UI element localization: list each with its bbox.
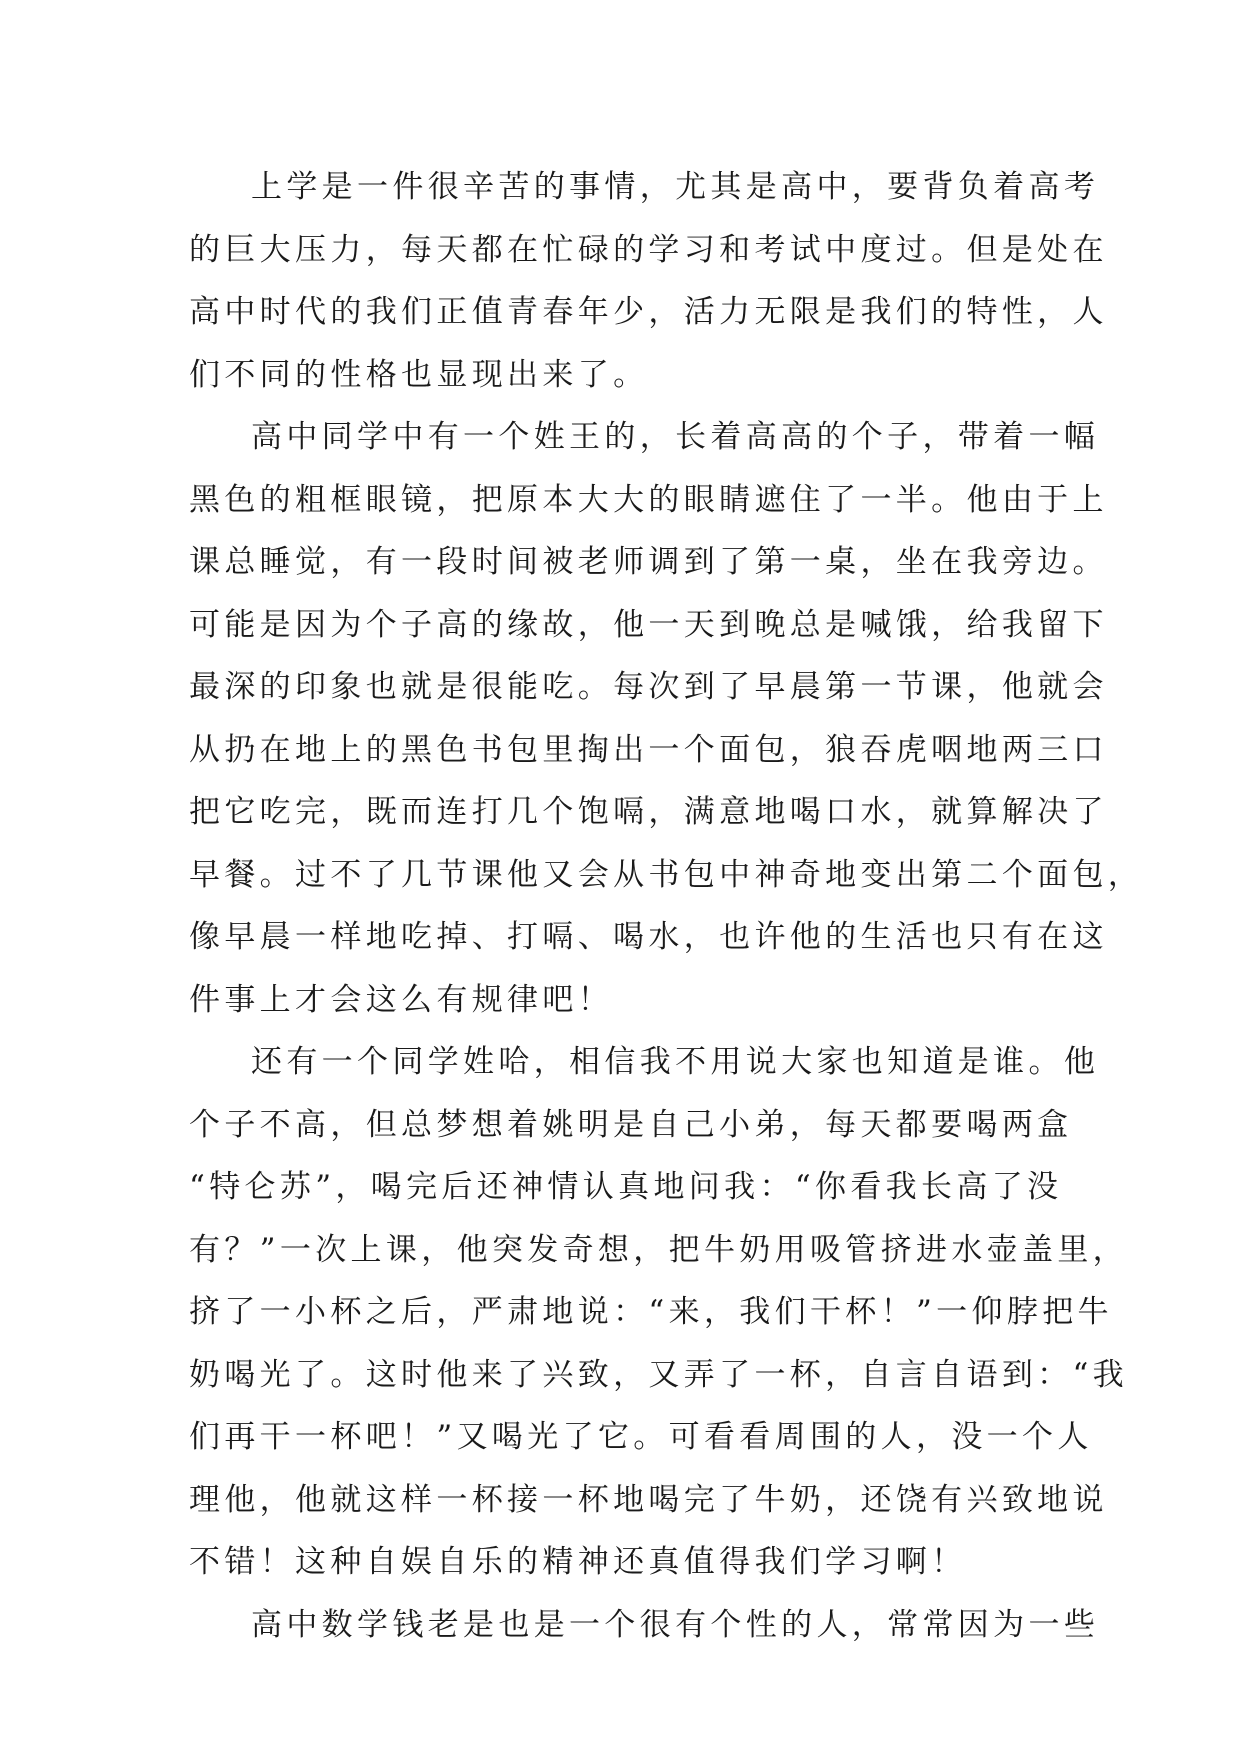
text-line: 把它吃完，既而连打几个饱嗝，满意地喝口水，就算解决了 — [189, 794, 1108, 830]
text-line: 高中数学钱老是也是一个很有个性的人，常常因为一些 — [251, 1606, 1100, 1643]
document-body — [189, 156, 1144, 1656]
text-line: 个子不高，但总梦想着姚明是自己小弟，每天都要喝两盒 — [189, 1106, 1073, 1143]
paragraph-2 — [189, 406, 1144, 1031]
text-line: 上学是一件很辛苦的事情，尤其是高中，要背负着高考 — [251, 169, 1100, 205]
text-line: 高中同学中有一个姓王的，长着高高的个子，带着一幅 — [251, 419, 1100, 455]
text-line: 早餐。过不了几节课他又会从书包中神奇地变出第二个面包， — [189, 856, 1144, 893]
text-line: 高中时代的我们正值青春年少，活力无限是我们的特性，人 — [189, 294, 1108, 330]
paragraph-3 — [189, 1031, 1129, 1594]
text-line: 从扔在地上的黑色书包里掏出一个面包，狼吞虎咽地两三口 — [189, 731, 1108, 768]
text-line: 理他，他就这样一杯接一杯地喝完了牛奶，还饶有兴致地说 — [189, 1481, 1108, 1518]
text-line: 有？”一次上课，他突发奇想，把牛奶用吸管挤进水壶盖里， — [189, 1231, 1129, 1268]
text-line: 的巨大压力，每天都在忙碌的学习和考试中度过。但是处在 — [189, 231, 1108, 268]
text-line: 们不同的性格也显现出来了。 — [189, 356, 649, 393]
text-line: 还有一个同学姓哈，相信我不用说大家也知道是谁。他 — [251, 1044, 1100, 1080]
text-line: 挤了一小杯之后，严肃地说：“来，我们干杯！”一仰脖把牛 — [189, 1294, 1113, 1330]
paragraph-4 — [189, 1594, 1100, 1657]
text-line: 黑色的粗框眼镜，把原本大大的眼睛遮住了一半。他由于上 — [189, 481, 1108, 518]
text-line: “特仑苏”，喝完后还神情认真地问我：“你看我长高了没 — [189, 1169, 1063, 1205]
text-line: 可能是因为个子高的缘故，他一天到晚总是喊饿，给我留下 — [189, 606, 1108, 643]
text-line: 像早晨一样地吃掉、打嗝、喝水，也许他的生活也只有在这 — [189, 919, 1108, 955]
text-line: 件事上才会这么有规律吧！ — [189, 981, 614, 1018]
paragraph-1 — [189, 156, 1108, 406]
text-line: 们再干一杯吧！”又喝光了它。可看看周围的人，没一个人 — [189, 1419, 1093, 1455]
text-line: 奶喝光了。这时他来了兴致，又弄了一杯，自言自语到：“我 — [189, 1356, 1129, 1393]
text-line: 课总睡觉，有一段时间被老师调到了第一桌，坐在我旁边。 — [189, 544, 1108, 580]
text-line: 最深的印象也就是很能吃。每次到了早晨第一节课，他就会 — [189, 669, 1108, 705]
text-line: 不错！这种自娱自乐的精神还真值得我们学习啊！ — [189, 1544, 967, 1580]
